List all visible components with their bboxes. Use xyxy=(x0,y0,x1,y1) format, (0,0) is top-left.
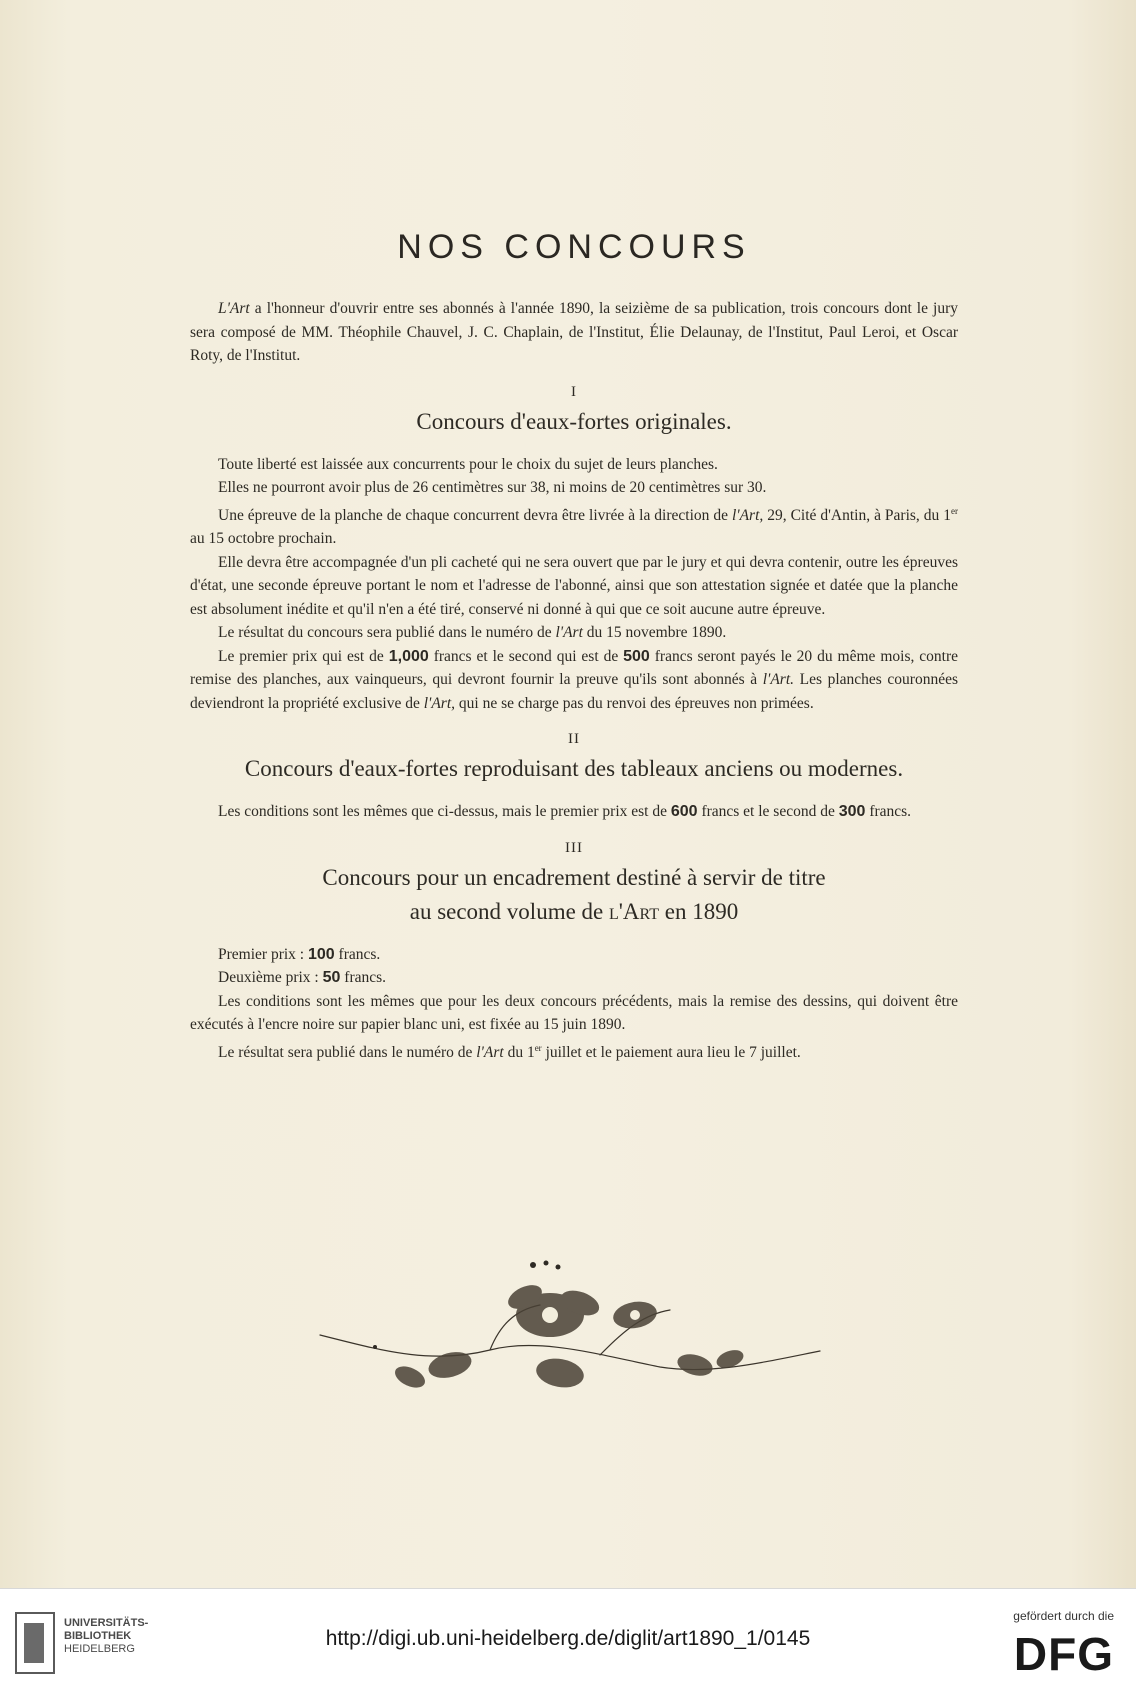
section-1-paragraph: Le premier prix qui est de 1,000 francs et le second qui est de 500 francs seront payés le 20 du même mois, contre remise des planches, aux vainqueurs, qui devront fournir la preuve qu'ils sont abonnés à l'Art. Les planches couronnées deviendront la propriété exclusive de l'Art, qui ne se charge pas du renvoi des épreuves non primées. xyxy=(190,647,959,712)
prize-amount: 300 xyxy=(838,803,866,821)
section-1-paragraph: Elles ne pourront avoir plus de 26 centimètres sur 38, ni moins de 20 centimètres sur 30. xyxy=(218,479,767,496)
section-1-numeral: I xyxy=(571,383,577,400)
prize-line: Deuxième prix : 50 francs. xyxy=(218,969,387,987)
section-1-paragraph: Le résultat du concours sera publié dans le numéro de l'Art du 15 novembre 1890. xyxy=(218,624,727,642)
funding-caption: gefördert durch die xyxy=(1013,1609,1114,1623)
section-1-paragraph: Elle devra être accompagnée d'un pli cacheté qui ne sera ouvert que par le jury et qui devra contenir, outre les épreuves d'état, une seconde épreuve portant le nom et l'adresse de l'abonné, ainsi que son attestation signée et datée que la planche est absolument inédite et qu'il n'en a été tiré, conservé ni donné à qui que ce soit aucune autre épreuve. xyxy=(190,553,958,618)
section-3-heading: Concours pour un encadrement destiné à servir de titre au second volume de l'Art en 1890 xyxy=(322,864,826,924)
section-2-paragraph: Les conditions sont les mêmes que ci-dessus, mais le premier prix est de 600 francs et le second de 300 francs. xyxy=(218,803,912,821)
section-1-paragraph: Une épreuve de la planche de chaque concurrent devra être livrée à la direction de l'Art, 29, Cité d'Antin, à Paris, du 1er au 15 octobre prochain. xyxy=(190,505,958,548)
footer-bar xyxy=(0,1588,1136,1700)
prize-amount: 1,000 xyxy=(388,647,429,665)
section-1-heading: Concours d'eaux-fortes originales. xyxy=(416,408,732,434)
permalink-url[interactable]: http://digi.ub.uni-heidelberg.de/diglit/art1890_1/0145 xyxy=(325,1627,811,1650)
prize-line: Premier prix : 100 francs. xyxy=(218,945,381,963)
prize-amount: 600 xyxy=(670,803,698,821)
floral-vignette xyxy=(300,1255,840,1405)
section-3-paragraph: Les conditions sont les mêmes que pour les deux concours précédents, mais la remise des dessins, qui doivent être exécutés à l'encre noire sur papier blanc uni, est fixée au 15 juin 1890. xyxy=(190,992,958,1034)
dfg-logo: DFG xyxy=(1013,1628,1114,1680)
prize-amount: 500 xyxy=(623,647,650,665)
section-3-paragraph: Le résultat sera publié dans le numéro de l'Art du 1er juillet et le paiement aura lieu le 7 juillet. xyxy=(218,1042,801,1061)
intro-paragraph: L'Art a l'honneur d'ouvrir entre ses abonnés à l'année 1890, la seizième de sa publication, trois concours dont le jury sera composé de MM. Théophile Chauvel, J. C. Chaplain, de l'Institut, Élie Delaunay, de l'Institut, Paul Leroi, et Oscar Roty, de l'Institut. xyxy=(190,300,958,364)
section-2-heading: Concours d'eaux-fortes reproduisant des tableaux anciens ou modernes. xyxy=(244,756,904,782)
page-title: NOS CONCOURS xyxy=(397,228,751,266)
section-2-numeral: II xyxy=(568,731,580,748)
article xyxy=(190,228,958,1064)
section-1-paragraph: Toute liberté est laissée aux concurrents pour le choix du sujet de leurs planches. xyxy=(218,455,718,473)
section-3-numeral: III xyxy=(565,839,583,856)
library-name: UNIVERSITÄTS- BIBLIOTHEK HEIDELBERG xyxy=(64,1617,149,1655)
